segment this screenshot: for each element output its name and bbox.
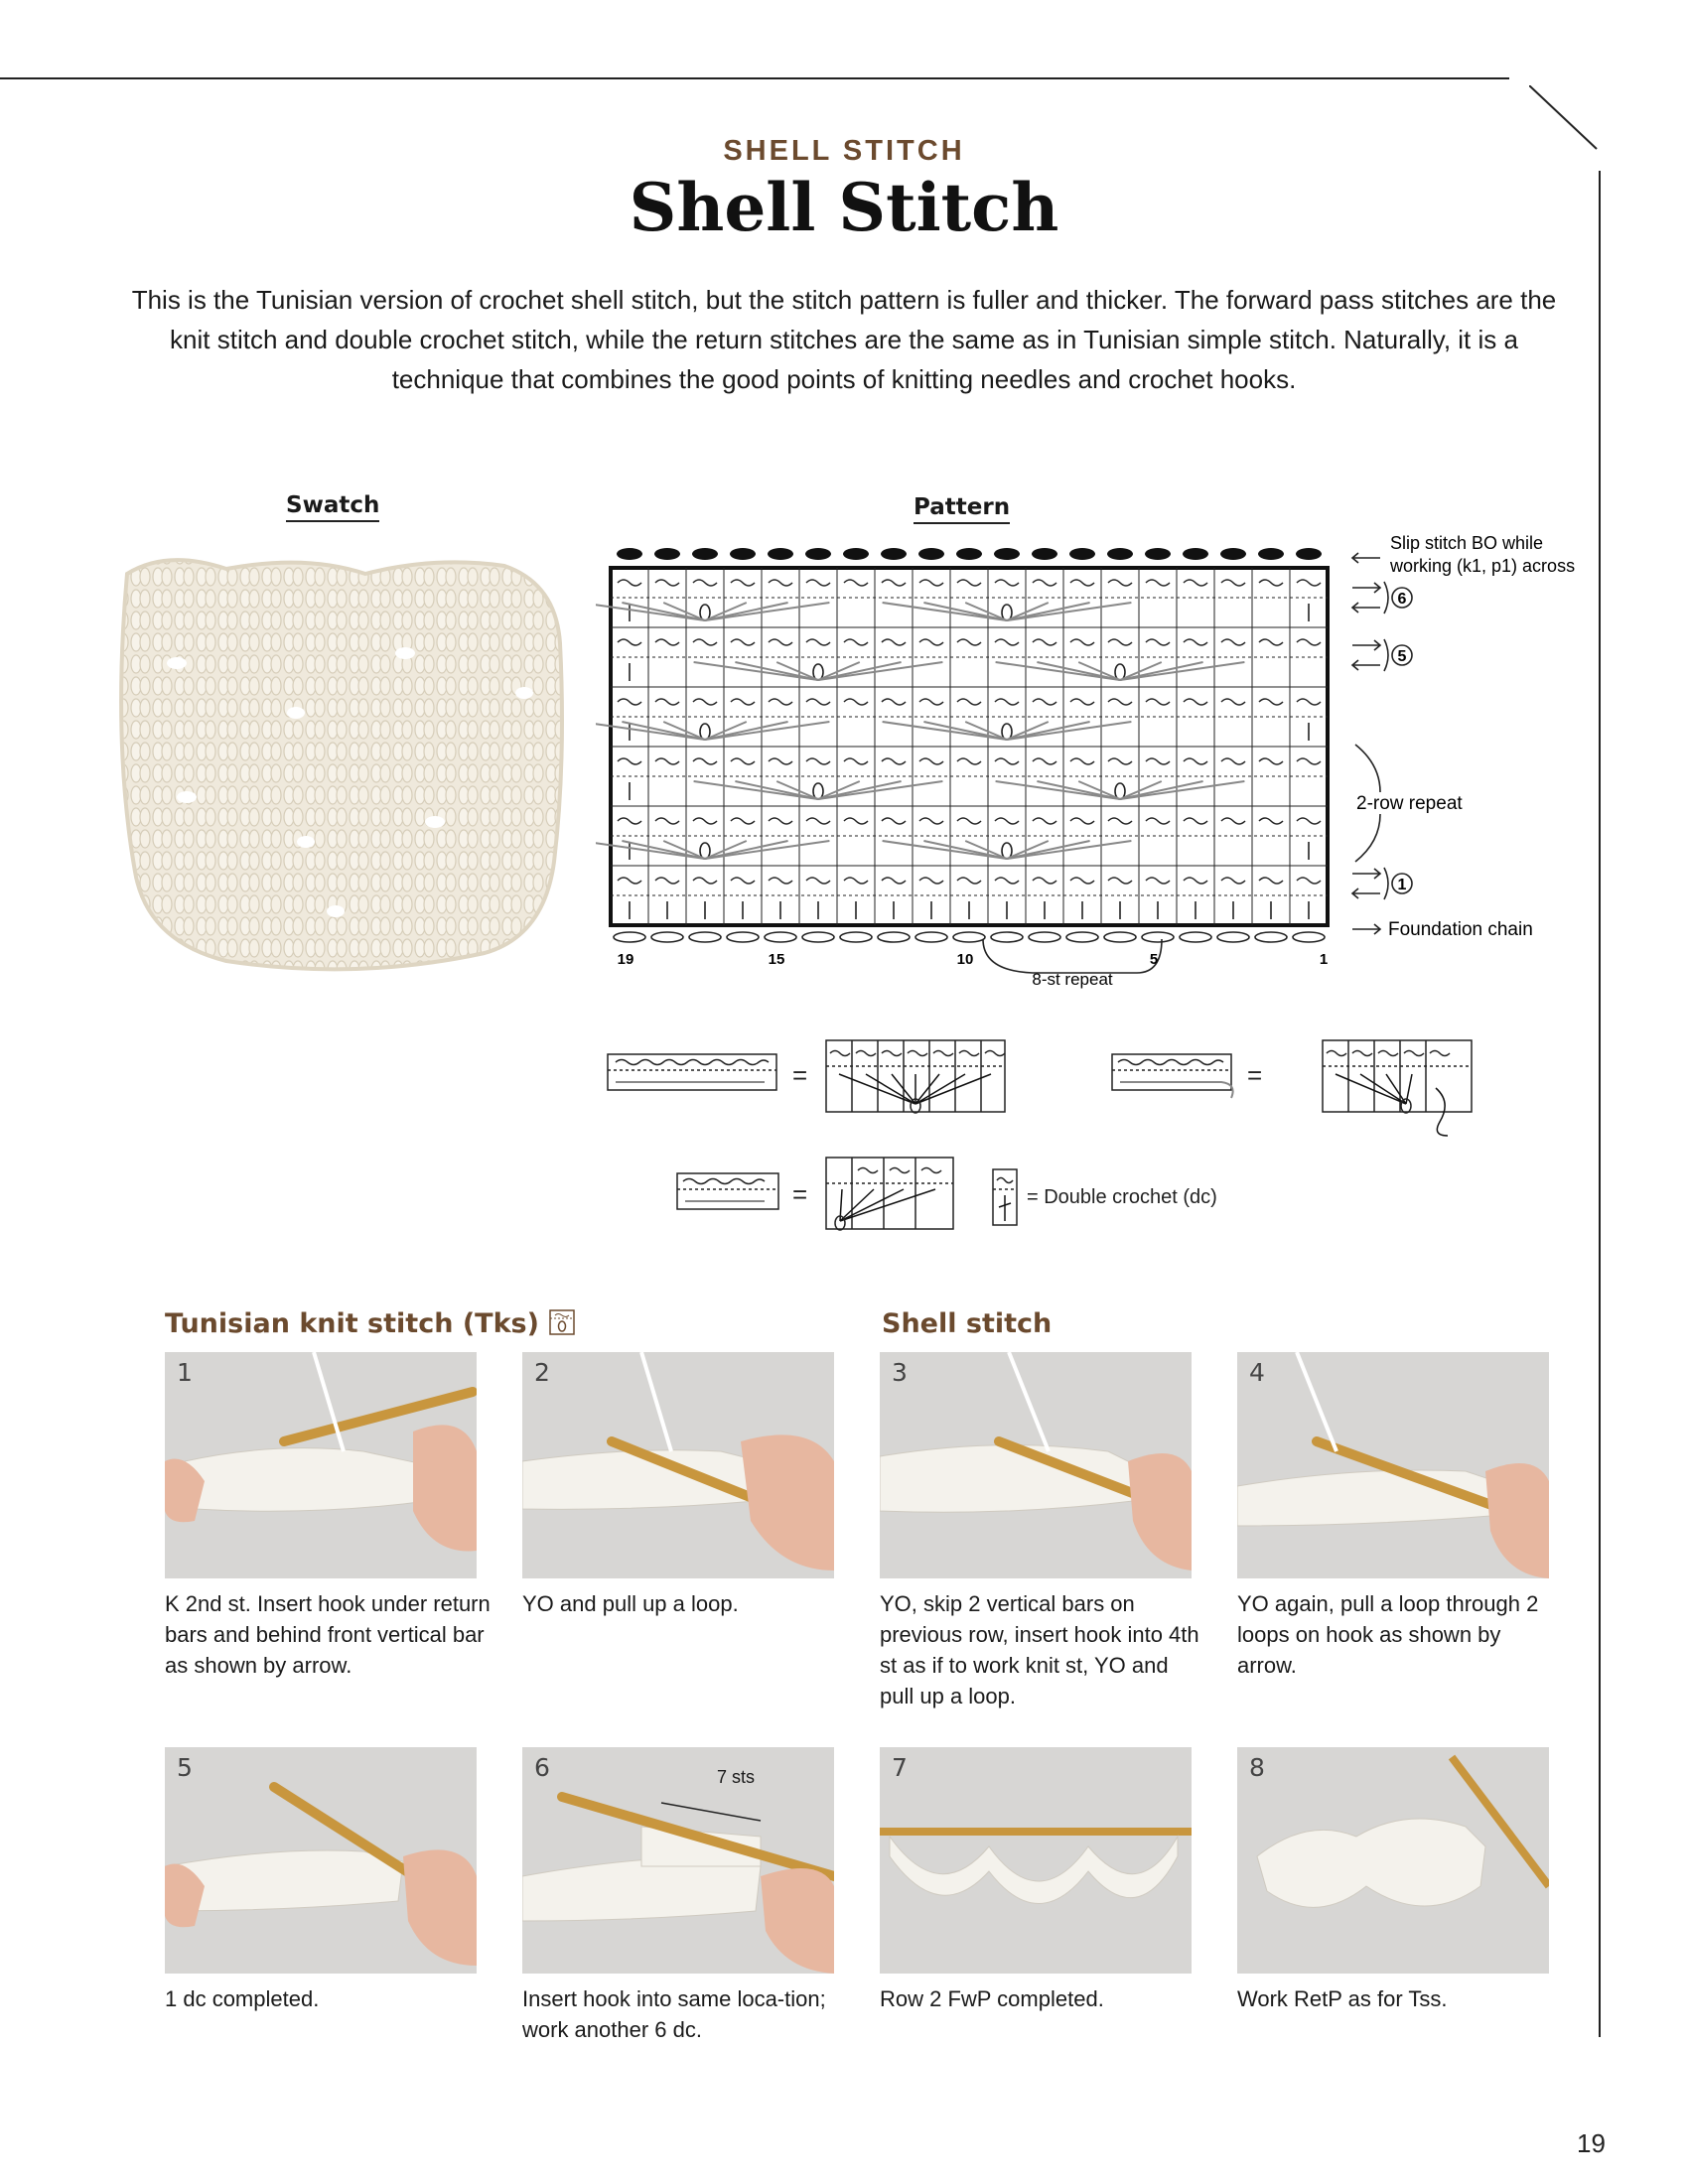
return-stitch-symbol xyxy=(1184,818,1207,824)
step-number: 6 xyxy=(534,1753,550,1782)
swatch-image xyxy=(107,544,574,981)
return-stitch-symbol xyxy=(731,639,755,645)
step-caption: Insert hook into same loca-tion; work another 6 dc. xyxy=(522,1986,826,2042)
return-stitch-symbol xyxy=(1297,580,1321,586)
return-stitch-symbol xyxy=(731,699,755,705)
row-5-marker: 5 xyxy=(1397,648,1407,665)
return-stitch-symbol xyxy=(1108,639,1132,645)
intro-paragraph: This is the Tunisian version of crochet shell stitch, but the stitch pattern is fuller and thicker. The forward pass stitches are the knit stitch and double crochet stitch, while the return stitches are the same as in Tunisian simple stitch. Naturally, it is a technique that combines the good points of knitting needles and crochet hooks. xyxy=(131,285,1557,394)
chain-stitch xyxy=(727,932,759,942)
legend-equals: = xyxy=(792,1179,808,1209)
return-stitch-symbol xyxy=(1184,878,1207,884)
stitch-number: 10 xyxy=(956,951,974,968)
return-stitch-symbol xyxy=(919,758,943,764)
return-stitch-symbol xyxy=(919,818,943,824)
step-number: 2 xyxy=(534,1358,550,1387)
return-stitch-symbol xyxy=(1259,818,1283,824)
bind-off-mark xyxy=(1183,548,1208,560)
legend-equals: = xyxy=(792,1060,808,1090)
return-stitch-symbol xyxy=(1146,639,1170,645)
chain-stitch xyxy=(1217,932,1249,942)
step-caption: 1 dc completed. xyxy=(165,1986,320,2011)
return-stitch-symbol xyxy=(1108,878,1132,884)
return-stitch-symbol xyxy=(919,639,943,645)
return-stitch-symbol xyxy=(806,699,830,705)
chain-stitch xyxy=(840,932,872,942)
return-stitch-symbol xyxy=(1108,758,1132,764)
pattern-heading: Pattern xyxy=(914,494,1010,524)
bind-off-mark xyxy=(617,548,642,560)
return-stitch-symbol xyxy=(844,580,868,586)
return-stitch-symbol xyxy=(995,639,1019,645)
return-stitch-symbol xyxy=(844,639,868,645)
return-stitch-symbol xyxy=(919,580,943,586)
bind-off-mark xyxy=(768,548,793,560)
return-stitch-symbol xyxy=(618,580,641,586)
return-stitch-symbol xyxy=(769,878,792,884)
chain-stitch xyxy=(953,932,985,942)
foundation-chain xyxy=(614,932,1325,942)
return-stitch-symbol xyxy=(882,639,906,645)
return-stitch-symbol xyxy=(1108,818,1132,824)
return-stitch-symbol xyxy=(1297,699,1321,705)
bind-off-mark xyxy=(881,548,907,560)
return-stitch-symbol xyxy=(919,878,943,884)
return-stitch-symbol xyxy=(995,699,1019,705)
return-stitch-symbol xyxy=(957,699,981,705)
return-stitch-symbol xyxy=(1070,878,1094,884)
return-stitch-symbol xyxy=(806,878,830,884)
step-caption: Row 2 FwP completed. xyxy=(880,1986,1104,2011)
bind-off-mark xyxy=(994,548,1020,560)
step-caption: K 2nd st. Insert hook under return bars and behind front vertical bar as shown by arrow. xyxy=(165,1591,491,1678)
return-stitch-symbol xyxy=(995,758,1019,764)
return-stitch-symbol xyxy=(618,818,641,824)
return-stitch-symbol xyxy=(1070,699,1094,705)
bind-off-mark xyxy=(1220,548,1246,560)
legend-equals: = xyxy=(1247,1060,1263,1090)
return-stitch-symbol xyxy=(1259,878,1283,884)
chain-stitch xyxy=(651,932,683,942)
return-stitch-symbol xyxy=(806,818,830,824)
tks-section-title xyxy=(165,1308,576,1339)
chain-stitch xyxy=(765,932,796,942)
chain-stitch xyxy=(1104,932,1136,942)
return-stitch-symbol xyxy=(844,878,868,884)
step-caption: YO and pull up a loop. xyxy=(522,1591,739,1616)
step-photo xyxy=(880,1747,1192,1974)
bind-off-mark xyxy=(1107,548,1133,560)
chain-stitch xyxy=(1066,932,1098,942)
bind-off-mark xyxy=(1258,548,1284,560)
stitch-number: 19 xyxy=(617,951,634,968)
return-stitch-symbol xyxy=(882,758,906,764)
step-number: 4 xyxy=(1249,1358,1265,1387)
step-caption: YO again, pull a loop through 2 loops on hook as shown by arrow. xyxy=(1237,1591,1539,1678)
stitch-number: 1 xyxy=(1319,951,1329,968)
step-photo xyxy=(1237,1352,1549,1578)
return-stitch-symbol xyxy=(1221,580,1245,586)
return-stitch-symbol xyxy=(844,699,868,705)
seven-sts-label: 7 sts xyxy=(717,1767,756,1787)
return-stitch-symbol xyxy=(693,758,717,764)
return-stitch-symbol xyxy=(1146,758,1170,764)
chain-stitch xyxy=(802,932,834,942)
step-photo xyxy=(165,1747,477,1974)
return-stitch-symbol xyxy=(882,580,906,586)
return-stitch-symbol xyxy=(806,639,830,645)
return-stitch-symbol xyxy=(882,699,906,705)
return-stitch-symbol xyxy=(1221,758,1245,764)
return-stitch-symbol xyxy=(731,818,755,824)
bind-off-row xyxy=(617,548,1322,560)
step-number: 8 xyxy=(1249,1753,1265,1782)
row-1-marker: 1 xyxy=(1397,877,1407,893)
return-stitch-symbol xyxy=(1259,639,1283,645)
return-stitch-symbol xyxy=(1297,878,1321,884)
return-stitch-symbol xyxy=(1070,580,1094,586)
chain-stitch xyxy=(614,932,645,942)
tks-section-title-text: Tunisian knit stitch (Tks) xyxy=(165,1308,539,1339)
bind-off-mark xyxy=(730,548,756,560)
return-stitch-symbol xyxy=(769,818,792,824)
return-stitch-symbol xyxy=(731,758,755,764)
section-label: SHELL STITCH xyxy=(723,135,965,167)
return-stitch-symbol xyxy=(995,580,1019,586)
chain-stitch xyxy=(1142,932,1174,942)
bind-off-note-line2: working (k1, p1) across xyxy=(1390,556,1576,576)
return-stitch-symbol xyxy=(1070,639,1094,645)
return-stitch-symbol xyxy=(1221,818,1245,824)
step-photo xyxy=(165,1352,477,1578)
top-rule xyxy=(0,77,1509,79)
double-crochet-legend: = Double crochet (dc) xyxy=(1027,1186,1217,1208)
return-stitch-symbol xyxy=(693,699,717,705)
return-stitch-symbol xyxy=(769,758,792,764)
step-number: 1 xyxy=(177,1358,193,1387)
chain-stitch xyxy=(915,932,947,942)
bind-off-mark xyxy=(1032,548,1057,560)
return-stitch-symbol xyxy=(618,878,641,884)
return-stitch-symbol xyxy=(957,818,981,824)
return-stitch-symbol xyxy=(693,580,717,586)
return-stitch-symbol xyxy=(1259,758,1283,764)
return-stitch-symbol xyxy=(731,580,755,586)
bind-off-mark xyxy=(654,548,680,560)
foundation-chain-label: Foundation chain xyxy=(1388,919,1533,940)
step-photo xyxy=(522,1352,834,1578)
return-stitch-symbol xyxy=(769,580,792,586)
return-stitch-symbol xyxy=(995,878,1019,884)
return-stitch-symbol xyxy=(1146,818,1170,824)
return-stitch-symbol xyxy=(1108,699,1132,705)
bind-off-mark xyxy=(1145,548,1171,560)
return-stitch-symbol xyxy=(1070,818,1094,824)
return-stitch-symbol xyxy=(1108,580,1132,586)
return-stitch-symbol xyxy=(655,580,679,586)
bind-off-mark xyxy=(918,548,944,560)
return-stitch-symbol xyxy=(1033,699,1056,705)
step-caption: Work RetP as for Tss. xyxy=(1237,1986,1448,2011)
page-number: 19 xyxy=(1577,2128,1606,2158)
return-stitch-symbol xyxy=(1297,758,1321,764)
return-stitch-symbol xyxy=(882,878,906,884)
return-stitch-symbol xyxy=(1146,580,1170,586)
return-stitch-symbol xyxy=(1184,580,1207,586)
row-6-marker: 6 xyxy=(1397,591,1407,608)
return-stitch-symbol xyxy=(1184,758,1207,764)
bind-off-note-line1: Slip stitch BO while xyxy=(1390,533,1544,553)
return-stitch-symbol xyxy=(844,818,868,824)
bind-off-mark xyxy=(1296,548,1322,560)
bind-off-mark xyxy=(956,548,982,560)
step-photo xyxy=(1237,1747,1549,1974)
bind-off-mark xyxy=(1069,548,1095,560)
chain-stitch xyxy=(991,932,1023,942)
stitch-chart xyxy=(596,526,1599,1003)
return-stitch-symbol xyxy=(806,580,830,586)
return-stitch-symbol xyxy=(1297,818,1321,824)
stitch-number: 15 xyxy=(768,951,785,968)
return-stitch-symbol xyxy=(1297,639,1321,645)
return-stitch-symbol xyxy=(1146,878,1170,884)
chain-stitch xyxy=(1180,932,1211,942)
step-number: 5 xyxy=(177,1753,193,1782)
step-caption: YO, skip 2 vertical bars on previous row, insert hook into 4th st as if to work knit st, YO and pull up a loop. xyxy=(880,1591,1199,1708)
swatch-heading: Swatch xyxy=(286,492,379,522)
return-stitch-symbol xyxy=(1184,699,1207,705)
chain-stitch xyxy=(1255,932,1287,942)
return-stitch-symbol xyxy=(919,699,943,705)
return-stitch-symbol xyxy=(693,878,717,884)
two-row-repeat-label: 2-row repeat xyxy=(1356,793,1463,814)
bind-off-mark xyxy=(843,548,869,560)
return-stitch-symbol xyxy=(957,758,981,764)
chart-symbols xyxy=(618,580,1321,919)
return-stitch-symbol xyxy=(1033,818,1056,824)
return-stitch-symbol xyxy=(693,639,717,645)
chart-grid xyxy=(611,568,1328,925)
page-title: Shell Stitch xyxy=(629,169,1059,246)
return-stitch-symbol xyxy=(1184,639,1207,645)
return-stitch-symbol xyxy=(1221,639,1245,645)
return-stitch-symbol xyxy=(957,878,981,884)
return-stitch-symbol xyxy=(1070,758,1094,764)
return-stitch-symbol xyxy=(655,758,679,764)
return-stitch-symbol xyxy=(957,580,981,586)
return-stitch-symbol xyxy=(618,639,641,645)
return-stitch-symbol xyxy=(769,639,792,645)
return-stitch-symbol xyxy=(655,699,679,705)
return-stitch-symbol xyxy=(1033,878,1056,884)
return-stitch-symbol xyxy=(655,818,679,824)
chain-stitch xyxy=(1029,932,1060,942)
step-number: 7 xyxy=(892,1753,908,1782)
return-stitch-symbol xyxy=(618,758,641,764)
return-stitch-symbol xyxy=(1033,580,1056,586)
return-stitch-symbol xyxy=(693,818,717,824)
chain-stitch xyxy=(878,932,910,942)
return-stitch-symbol xyxy=(1259,580,1283,586)
stitch-number: 5 xyxy=(1149,951,1159,968)
return-stitch-symbol xyxy=(1221,699,1245,705)
return-stitch-symbol xyxy=(844,758,868,764)
return-stitch-symbol xyxy=(731,878,755,884)
return-stitch-symbol xyxy=(957,639,981,645)
step-photo xyxy=(522,1747,834,1974)
return-stitch-symbol xyxy=(1033,758,1056,764)
chain-stitch xyxy=(689,932,721,942)
chain-stitch xyxy=(1293,932,1325,942)
return-stitch-symbol xyxy=(882,818,906,824)
step-photo xyxy=(880,1352,1192,1578)
return-stitch-symbol xyxy=(1259,699,1283,705)
return-stitch-symbol xyxy=(655,639,679,645)
bind-off-mark xyxy=(805,548,831,560)
knit-stitch-symbol-icon xyxy=(548,1308,576,1336)
return-stitch-symbol xyxy=(655,878,679,884)
return-stitch-symbol xyxy=(618,699,641,705)
shell-legend xyxy=(596,1032,1489,1241)
return-stitch-symbol xyxy=(1033,639,1056,645)
eight-st-repeat-label: 8-st repeat xyxy=(1032,970,1113,989)
return-stitch-symbol xyxy=(806,758,830,764)
side-rule xyxy=(1599,171,1601,2037)
return-stitch-symbol xyxy=(1146,699,1170,705)
return-stitch-symbol xyxy=(995,818,1019,824)
step-number: 3 xyxy=(892,1358,908,1387)
return-stitch-symbol xyxy=(1221,878,1245,884)
bind-off-mark xyxy=(692,548,718,560)
shell-section-title: Shell stitch xyxy=(882,1308,1053,1339)
return-stitch-symbol xyxy=(769,699,792,705)
